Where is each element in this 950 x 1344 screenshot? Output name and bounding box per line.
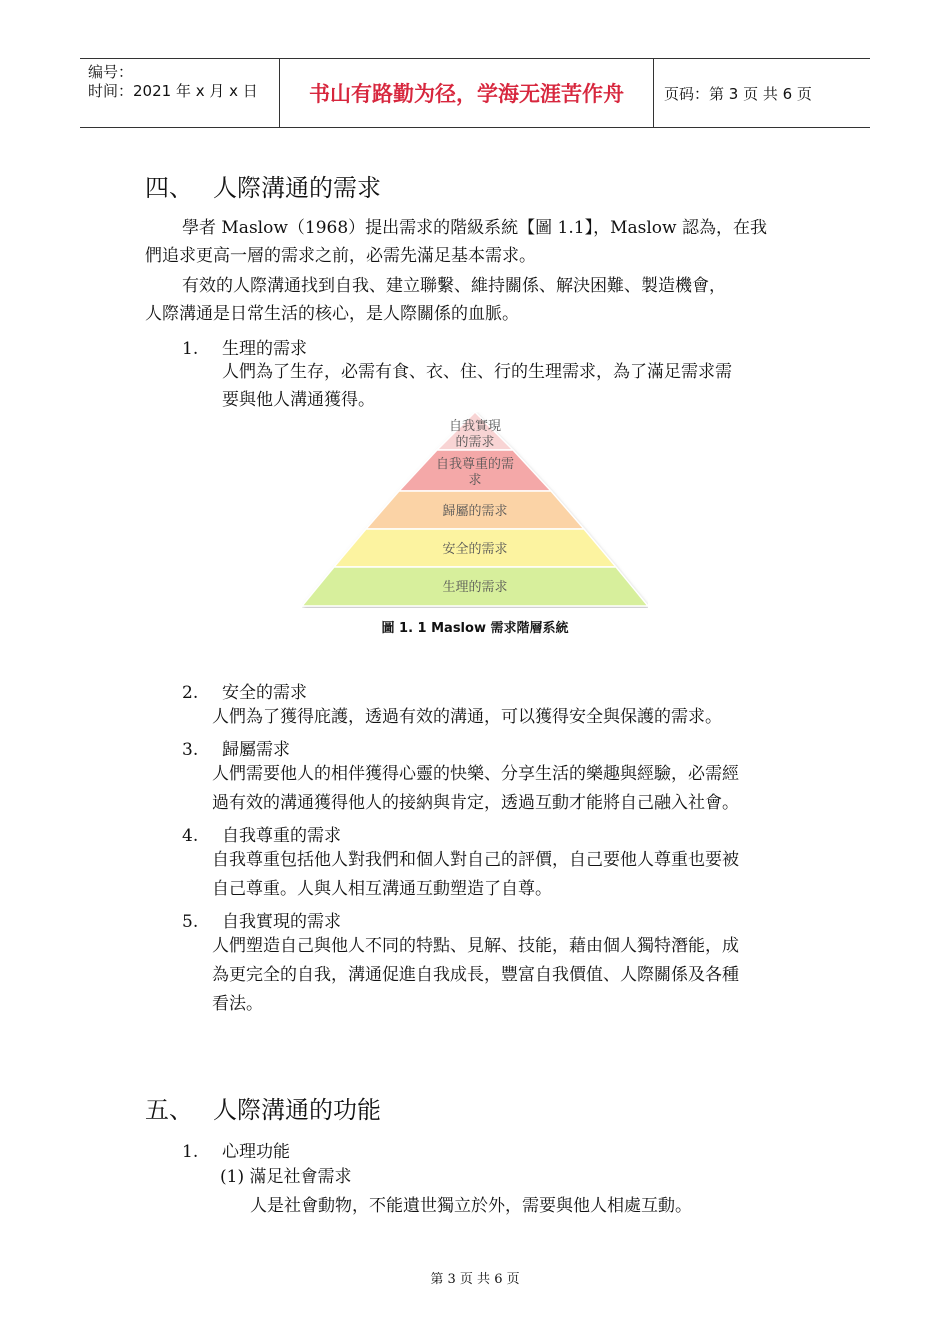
pyramid-label-0b: 的需求 xyxy=(455,435,495,450)
number-label: 编号： xyxy=(88,63,134,81)
list-item-number: 2. xyxy=(182,683,199,703)
list-item-title: 自我尊重的需求 xyxy=(222,826,341,846)
list-item-title: 安全的需求 xyxy=(222,683,307,703)
list-item-title: 自我實現的需求 xyxy=(222,912,341,932)
list-item-5-line3: 看法。 xyxy=(212,994,263,1014)
pyramid-label-1b: 求 xyxy=(468,473,482,488)
pyramid-label-3: 安全的需求 xyxy=(442,542,508,557)
page-footer: 第 3 页 共 6 页 xyxy=(430,1272,520,1287)
list-item-2-heading xyxy=(182,678,307,703)
list-item-5-heading xyxy=(182,907,341,932)
list-item-title: 歸屬需求 xyxy=(222,740,290,760)
list-item-1-heading xyxy=(182,334,307,359)
pyramid-label-0a: 自我實現 xyxy=(448,419,502,434)
list-item-number: 4. xyxy=(182,826,199,846)
section-5-heading xyxy=(145,1090,381,1125)
section-4-title: 人際溝通的需求 xyxy=(213,174,381,202)
list-item-title: 生理的需求 xyxy=(222,339,307,359)
header-meta xyxy=(80,59,280,127)
pyramid-label-4: 生理的需求 xyxy=(442,580,508,595)
para2-line1: 有效的人際溝通找到自我、建立聯繫、維持關係、解決困難、製造機會， xyxy=(182,276,726,296)
list-item-1-line1: 人們為了生存，必需有食、衣、住、行的生理需求，為了滿足需求需 xyxy=(222,362,732,382)
para1-line1: 學者 Maslow（1968）提出需求的階級系統【圖 1.1】，Maslow 認為，在我 xyxy=(182,218,767,238)
header-page-info: 页码：第 3 页 共 6 页 xyxy=(664,84,812,103)
list-item-1-line2: 要與他人溝通獲得。 xyxy=(222,390,375,410)
para2-line2: 人際溝通是日常生活的核心，是人際關係的血脈。 xyxy=(145,304,519,324)
list-item-number: 1. xyxy=(182,339,199,359)
section-5-title: 人際溝通的功能 xyxy=(213,1096,381,1124)
header-motto: 书山有路勤为径，学海无涯苦作舟 xyxy=(280,59,654,127)
list-item-3-line1: 人們需要他人的相伴獲得心靈的快樂、分享生活的樂趣與經驗，必需經 xyxy=(212,764,739,784)
pyramid-label-1a: 自我尊重的需 xyxy=(435,457,515,472)
list-item-5-line2: 為更完全的自我，溝通促進自我成長，豐富自我價值、人際關係及各種 xyxy=(212,965,739,985)
list-item-3-line2: 過有效的溝通獲得他人的接納與肯定，透過互動才能將自己融入社會。 xyxy=(212,793,739,813)
list-item-5-line1: 人們塑造自己與他人不同的特點、見解、技能，藉由個人獨特潛能，成 xyxy=(212,936,739,956)
list-item-title: 心理功能 xyxy=(222,1142,290,1162)
subitem-1-heading: (1) 滿足社會需求 xyxy=(220,1167,352,1187)
list-item-2-line1: 人們為了獲得庇護，透過有效的溝通，可以獲得安全與保護的需求。 xyxy=(212,707,722,727)
subitem-1-text: 人是社會動物，不能遺世獨立於外，需要與他人相處互動。 xyxy=(250,1196,692,1216)
section-5-number: 五、 xyxy=(145,1096,193,1124)
pyramid-label-2: 歸屬的需求 xyxy=(442,504,508,519)
para1-line2: 們追求更高一層的需求之前，必需先滿足基本需求。 xyxy=(145,246,536,266)
section-4-heading xyxy=(145,168,381,203)
section-4-number: 四、 xyxy=(145,174,193,202)
list-item-number: 5. xyxy=(182,912,199,932)
list-item-4-heading xyxy=(182,821,341,846)
date-label: 时间：2021 年 x 月 x 日 xyxy=(88,82,258,100)
maslow-pyramid-diagram xyxy=(302,412,648,608)
list-item-4-line1: 自我尊重包括他人對我們和個人對自己的評價，自己要他人尊重也要被 xyxy=(212,850,739,870)
list-item-number: 3. xyxy=(182,740,199,760)
list-item-number: 1. xyxy=(182,1142,199,1162)
header-table xyxy=(80,58,870,128)
figure-caption: 圖 1. 1 Maslow 需求階層系統 xyxy=(381,621,569,636)
list-item-4-line2: 自己尊重。人與人相互溝通互動塑造了自尊。 xyxy=(212,879,552,899)
section-5-item-1-heading xyxy=(182,1137,290,1162)
list-item-3-heading xyxy=(182,735,290,760)
